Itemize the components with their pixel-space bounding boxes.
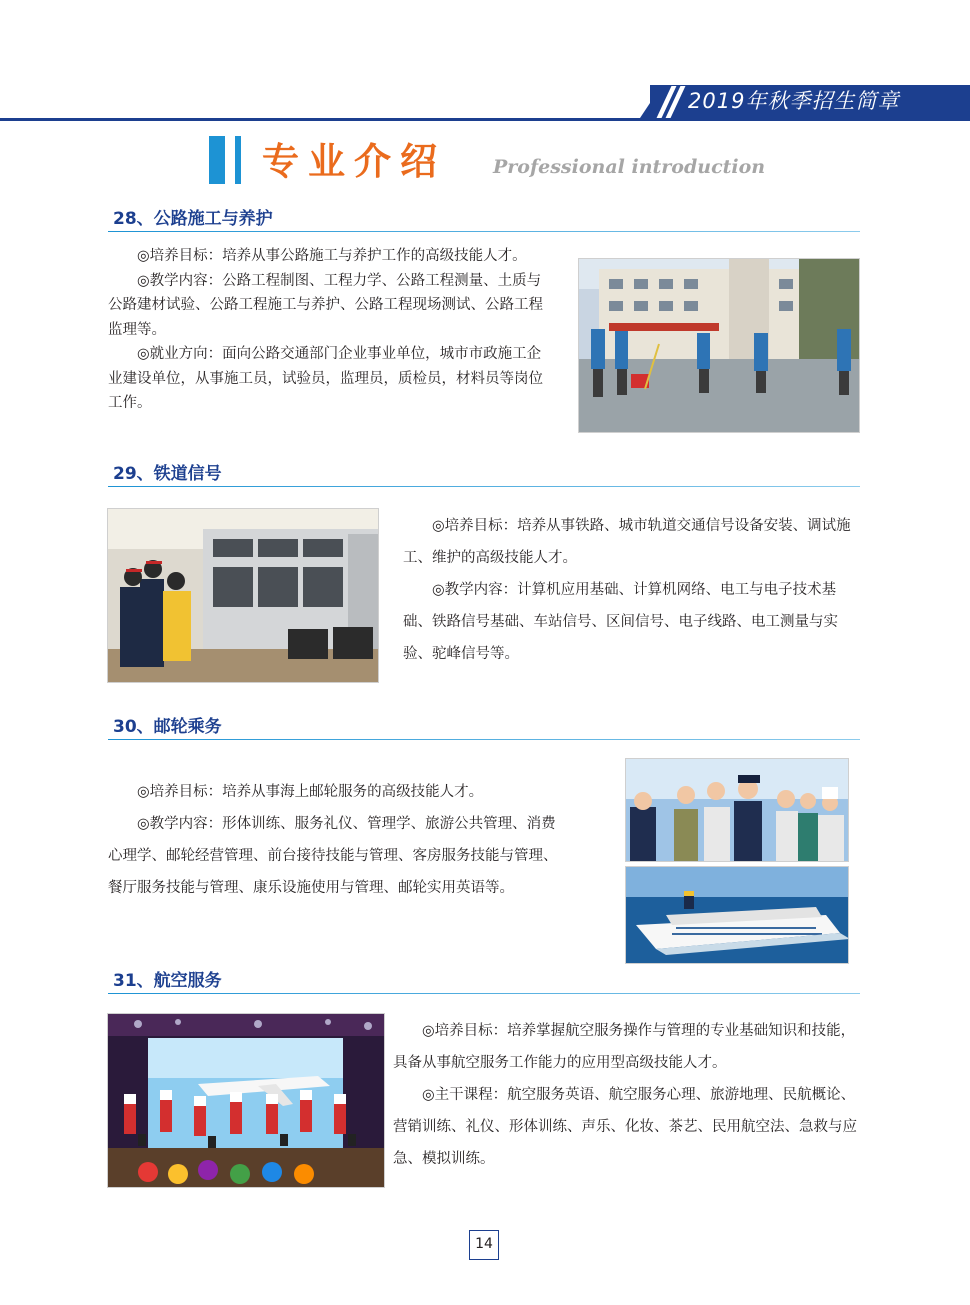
- section-paragraph: ◎培养目标：培养从事海上邮轮服务的高级技能人才。: [137, 784, 484, 800]
- section-rule: [108, 231, 860, 232]
- header-rule: [0, 118, 970, 121]
- page-title-english: Professional introduction: [493, 156, 766, 178]
- section-body: [108, 244, 552, 416]
- section-paragraph: ◎培养目标：培养掌握航空服务操作与管理的专业基础知识和技能，具备从事航空服务工作能力的应用型高级技能人才。: [393, 1023, 856, 1071]
- section-body: [403, 510, 861, 670]
- section-paragraph: ◎主干课程：航空服务英语、航空服务心理、旅游地理、民航概论、营销训练、礼仪、形体训练、声乐、化妆、茶艺、民用航空法、急救与应急、模拟训练。: [393, 1087, 857, 1167]
- photo-railway-signal-lab: [107, 508, 379, 683]
- header-banner-title: 2019年秋季招生简章: [688, 89, 900, 113]
- section-body: [393, 1015, 861, 1175]
- section-heading: 31、航空服务: [113, 971, 222, 991]
- section-paragraph: ◎培养目标：培养从事铁路、城市轨道交通信号设备安装、调试施工、维护的高级技能人才。: [403, 518, 851, 566]
- section-rule: [108, 486, 860, 487]
- section-heading: 29、铁道信号: [113, 464, 222, 484]
- photo-airline-stage-show: [107, 1013, 385, 1188]
- page-title: 专业介绍: [262, 140, 446, 183]
- title-bar-icon: [235, 136, 241, 184]
- section-rule: [108, 739, 860, 740]
- section-paragraph: ◎就业方向：面向公路交通部门企业事业单位，城市市政施工企业建设单位，从事施工员，试验员，监理员，质检员，材料员等岗位工作。: [108, 346, 543, 411]
- photo-cruise-ship: [625, 866, 849, 964]
- section-heading: 30、邮轮乘务: [113, 717, 222, 737]
- section-rule: [108, 993, 860, 994]
- photo-cruise-crew: [625, 758, 849, 862]
- section-paragraph: ◎教学内容：形体训练、服务礼仪、管理学、旅游公共管理、消费心理学、邮轮经营管理、前台接待技能与管理、客房服务技能与管理、餐厅服务技能与管理、康乐设施使用与管理、邮轮实用英语等。: [108, 816, 558, 896]
- section-paragraph: ◎培养目标：培养从事公路施工与养护工作的高级技能人才。: [137, 248, 527, 264]
- photo-road-survey: [578, 258, 860, 433]
- page-number: 14: [469, 1230, 499, 1260]
- section-body: [108, 776, 568, 904]
- title-bar-icon: [209, 136, 225, 184]
- section-paragraph: ◎教学内容：计算机应用基础、计算机网络、电工与电子技术基础、铁路信号基础、车站信号、区间信号、电子线路、电工测量与实验、驼峰信号等。: [403, 582, 838, 662]
- section-paragraph: ◎教学内容：公路工程制图、工程力学、公路工程测量、土质与公路建材试验、公路工程施工与养护、公路工程现场测试、公路工程监理等。: [108, 272, 543, 338]
- section-heading: 28、公路施工与养护: [113, 209, 273, 229]
